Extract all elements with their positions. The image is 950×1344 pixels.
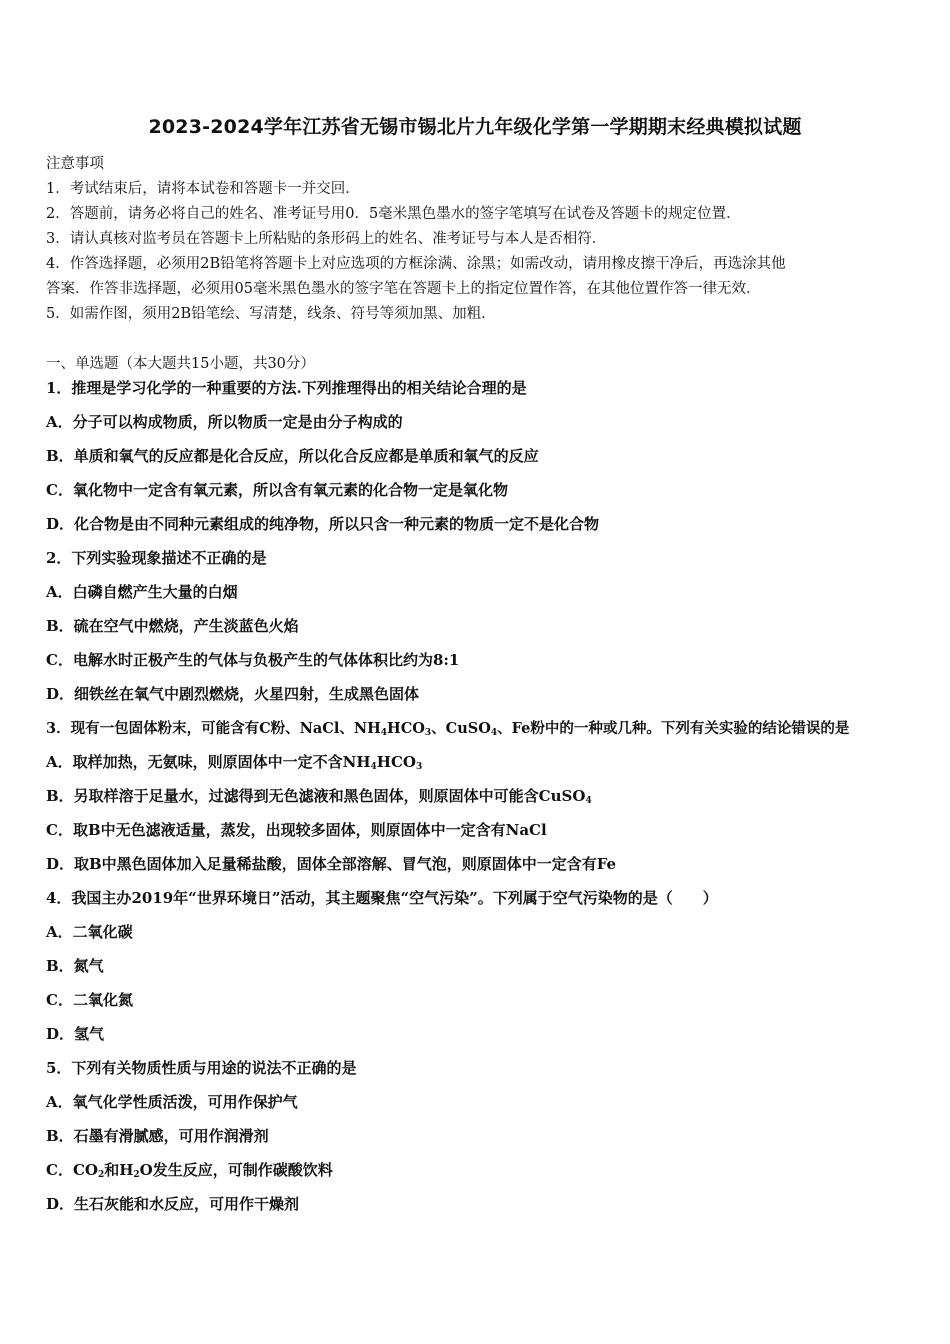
answer-option: D．化合物是由不同种元素组成的纯净物，所以只含一种元素的物质一定不是化合物 [46,515,600,533]
answer-option: B．单质和氧气的反应都是化合反应，所以化合反应都是单质和氧气的反应 [46,447,539,465]
answer-option: C．取B中无色滤液适量，蒸发，出现较多固体，则原固体中一定含有NaCl [46,821,547,839]
answer-option: A．氧气化学性质活泼，可用作保护气 [46,1093,298,1111]
answer-option: C．$CO_2$和$H_2O$发生反应，可制作碳酸饮料 [46,1161,333,1180]
answer-option: C．电解水时正极产生的气体与负极产生的气体体积比约为8:1 [46,651,460,669]
notice-item: 5．如需作图，须用2B铅笔绘、写清楚，线条、符号等须加黑、加粗． [46,306,496,322]
answer-option: D．细铁丝在氧气中剧烈燃烧，火星四射，生成黑色固体 [46,685,420,703]
answer-option: D．氢气 [46,1025,105,1043]
question-stem: 5．下列有关物质性质与用途的说法不正确的是 [46,1059,357,1077]
answer-option: B．另取样溶于足量水，过滤得到无色滤液和黑色固体，则原固体中可能含CuSO$_4$ [46,787,592,806]
answer-option: C．二氧化氮 [46,991,133,1009]
answer-option: B．石墨有滑腻感，可用作润滑剂 [46,1127,269,1145]
answer-option: C．氧化物中一定含有氧元素，所以含有氧元素的化合物一定是氧化物 [46,481,508,499]
question-stem: 3．现有一包固体粉末，可能含有C粉、NaCl、$NH_4HCO_3$、CuSO$_4$、Fe粉中的一种或几种。下列有关实验的结论错误的是 [46,720,850,738]
notice-item: 答案．作答非选择题，必须用05毫米黑色墨水的签字笔在答题卡上的指定位置作答，在其他位置作答一律无效． [46,281,761,297]
question-stem: 2．下列实验现象描述不正确的是 [46,549,267,567]
answer-option: B．氮气 [46,957,104,975]
answer-option: B．硫在空气中燃烧，产生淡蓝色火焰 [46,617,299,635]
answer-option: A．二氧化碳 [46,923,133,941]
notice-item: 3．请认真核对监考员在答题卡上所粘贴的条形码上的姓名、准考证号与本人是否相符． [46,231,607,247]
notice-item: 2．答题前，请务必将自己的姓名、准考证号用0．5毫米黑色墨水的签字笔填写在试卷及答题卡的规定位置． [46,206,741,222]
notice-item: 1．考试结束后，请将本试卷和答题卡一并交回． [46,181,360,197]
answer-option: A．白磷自燃产生大量的白烟 [46,583,238,601]
question-stem: 4．我国主办2019年“世界环境日”活动，其主题聚焦“空气污染”。下列属于空气污染物的是（ ） [46,889,718,907]
question-stem: 1．推理是学习化学的一种重要的方法.下列推理得出的相关结论合理的是 [46,379,527,397]
answer-option: D．取B中黑色固体加入足量稀盐酸，固体全部溶解、冒气泡，则原固体中一定含有Fe [46,855,617,873]
page-title: 2023-2024学年江苏省无锡市锡北片九年级化学第一学期期末经典模拟试题 [148,116,802,138]
notice-heading: 注意事项 [46,156,104,172]
answer-option: A．取样加热，无氨味，则原固体中一定不含$NH_4HCO_3$ [46,753,423,772]
notice-item: 4．作答选择题，必须用2B铅笔将答题卡上对应选项的方框涂满、涂黑；如需改动，请用橡皮擦干净后，再选涂其他 [46,256,786,272]
section-heading: 一、单选题（本大题共15小题，共30分） [46,356,315,372]
answer-option: D．生石灰能和水反应，可用作干燥剂 [46,1195,300,1213]
answer-option: A．分子可以构成物质，所以物质一定是由分子构成的 [46,413,403,431]
